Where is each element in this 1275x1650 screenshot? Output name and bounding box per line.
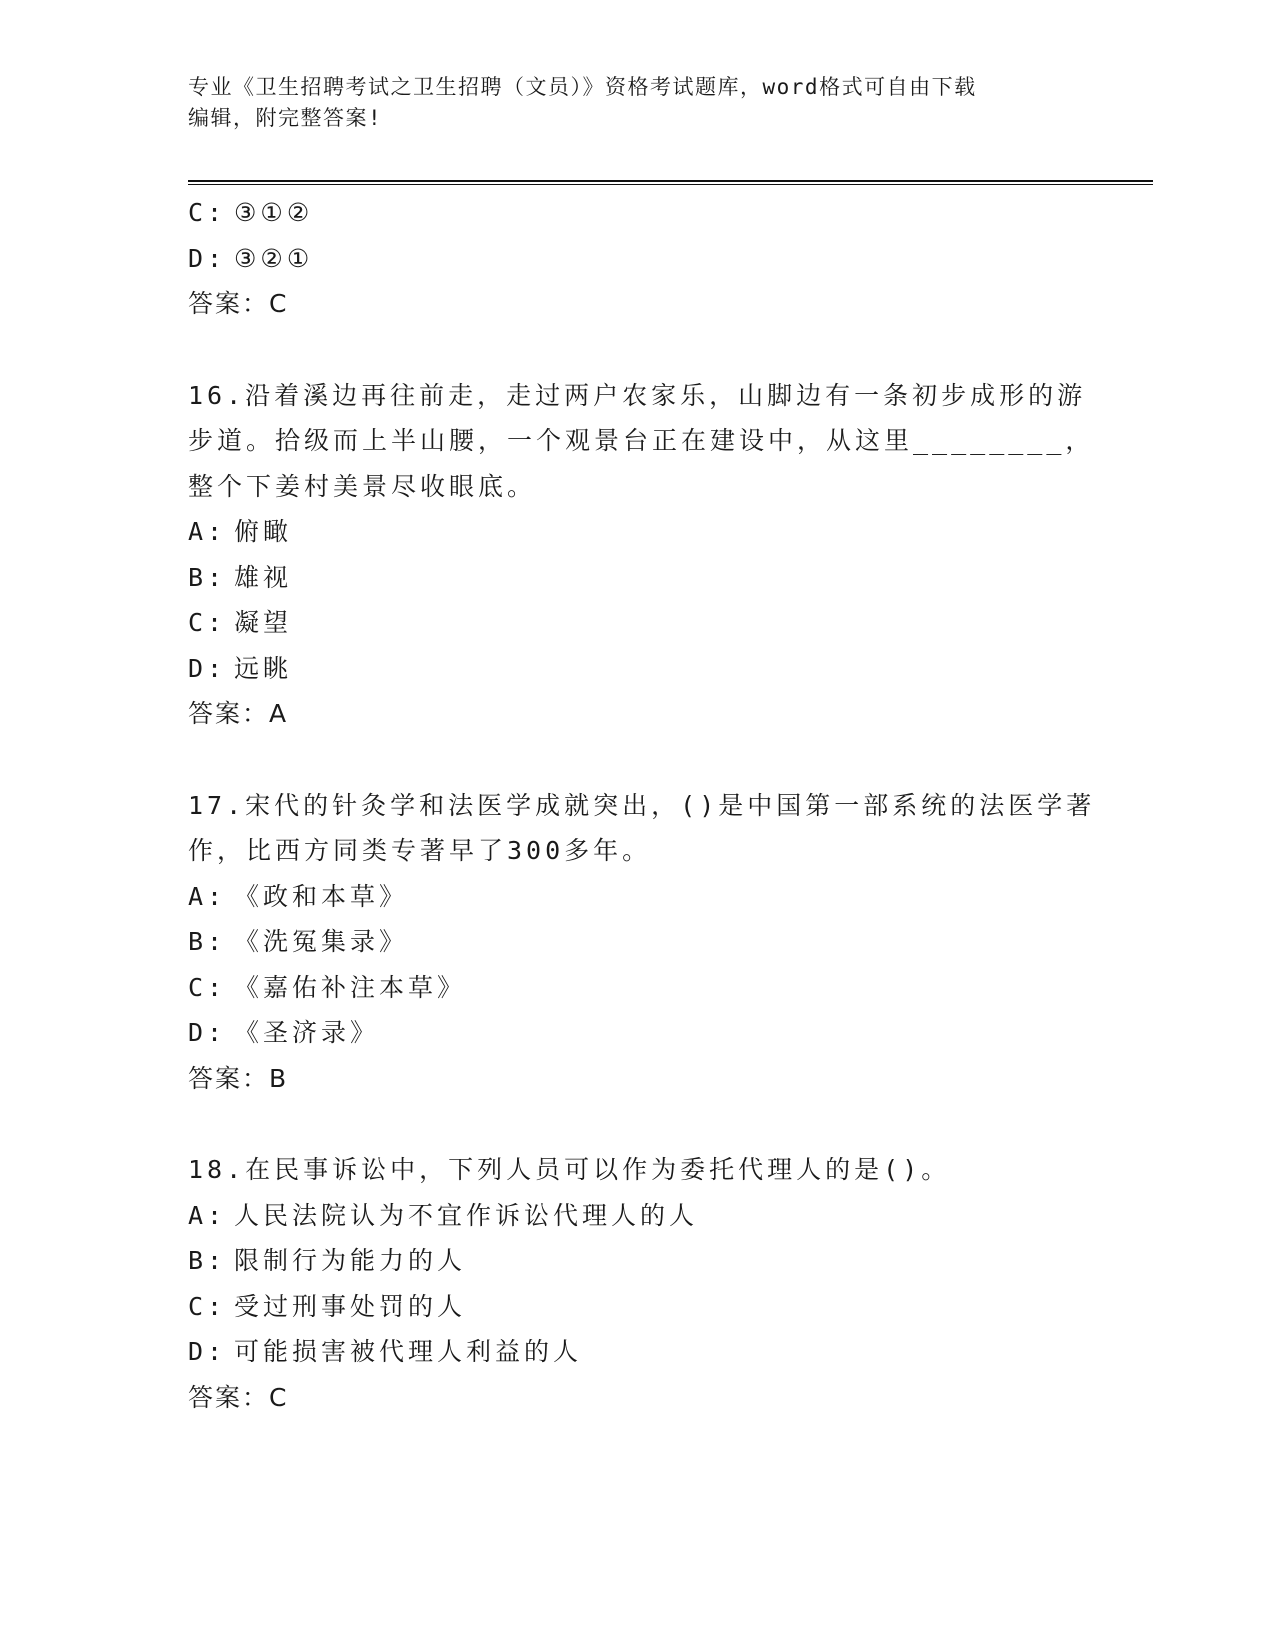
option-label: B: (188, 562, 227, 592)
option-text: 凝望 (234, 608, 293, 637)
option-label: B: (188, 1246, 227, 1275)
question-stem (188, 783, 1096, 874)
option-label: C: (188, 972, 227, 1002)
question-stem (188, 1147, 1068, 1193)
option-label: D: (188, 243, 227, 273)
question-18 (188, 1147, 1088, 1420)
stem-line: 步道。拾级而上半山腰，一个观景台正在建设中，从这里________， (188, 426, 1095, 455)
option-label: C: (188, 198, 227, 227)
stem-line: 18.在民事诉讼中，下列人员可以作为委托代理人的是()。 (188, 1155, 951, 1184)
option-row (188, 965, 1088, 1011)
answer-line: 答案：C (188, 289, 289, 318)
answer-line: 答案：C (188, 1382, 289, 1412)
option-row (188, 1238, 1088, 1284)
option-text: 人民法院认为不宜作诉讼代理人的人 (234, 1200, 699, 1230)
question-17 (188, 783, 1096, 1102)
option-label: C: (188, 608, 227, 637)
document-header (188, 72, 1068, 134)
option-row (188, 600, 1088, 646)
header-line-2: 编辑，附完整答案! (188, 106, 383, 130)
option-text: 雄视 (234, 562, 293, 592)
header-rule-thick (188, 180, 1153, 182)
option-label: A: (188, 517, 227, 546)
previous-question-tail (188, 190, 1088, 327)
header-rule-thin (188, 184, 1153, 185)
option-row (188, 874, 1088, 920)
answer-line: 答案：B (188, 1063, 289, 1093)
option-label: B: (188, 927, 227, 956)
option-row (188, 646, 1088, 692)
option-row (188, 1284, 1088, 1330)
question-16 (188, 373, 1095, 737)
option-row (188, 919, 1088, 965)
option-row (188, 1329, 1088, 1375)
stem-line: 17.宋代的针灸学和法医学成就突出，()是中国第一部系统的法医学著 (188, 790, 1096, 820)
stem-line: 作，比西方同类专著早了300多年。 (188, 836, 652, 865)
option-text: 限制行为能力的人 (234, 1246, 467, 1275)
document-body (188, 190, 1096, 1420)
option-text: 《圣济录》 (234, 1018, 380, 1047)
option-text: 受过刑事处罚的人 (234, 1291, 467, 1321)
option-row (188, 509, 1088, 555)
option-row (188, 236, 1088, 282)
option-row (188, 1193, 1088, 1239)
stem-line: 整个下姜村美景尽收眼底。 (188, 471, 537, 501)
option-label: A: (188, 1200, 227, 1230)
option-row (188, 555, 1088, 601)
option-text: 远眺 (234, 653, 293, 683)
option-text: ③②① (234, 243, 314, 273)
option-text: 俯瞰 (234, 517, 293, 546)
option-text: 可能损害被代理人利益的人 (234, 1337, 583, 1366)
question-stem (188, 373, 1095, 510)
option-text: 《政和本草》 (234, 881, 409, 911)
header-line-1: 专业《卫生招聘考试之卫生招聘（文员）》资格考试题库，word格式可自由下载 (188, 75, 977, 99)
option-label: D: (188, 1337, 227, 1366)
option-row (188, 1010, 1088, 1056)
option-row (188, 190, 1088, 236)
option-label: D: (188, 653, 227, 683)
option-text: 《洗冤集录》 (234, 927, 409, 956)
option-label: C: (188, 1291, 227, 1321)
option-label: A: (188, 881, 227, 911)
option-text: ③①② (234, 198, 314, 227)
option-label: D: (188, 1018, 227, 1047)
stem-line: 16.沿着溪边再往前走，走过两户农家乐，山脚边有一条初步成形的游 (188, 380, 1087, 410)
answer-line: 答案：A (188, 699, 289, 728)
option-text: 《嘉佑补注本草》 (234, 972, 467, 1002)
